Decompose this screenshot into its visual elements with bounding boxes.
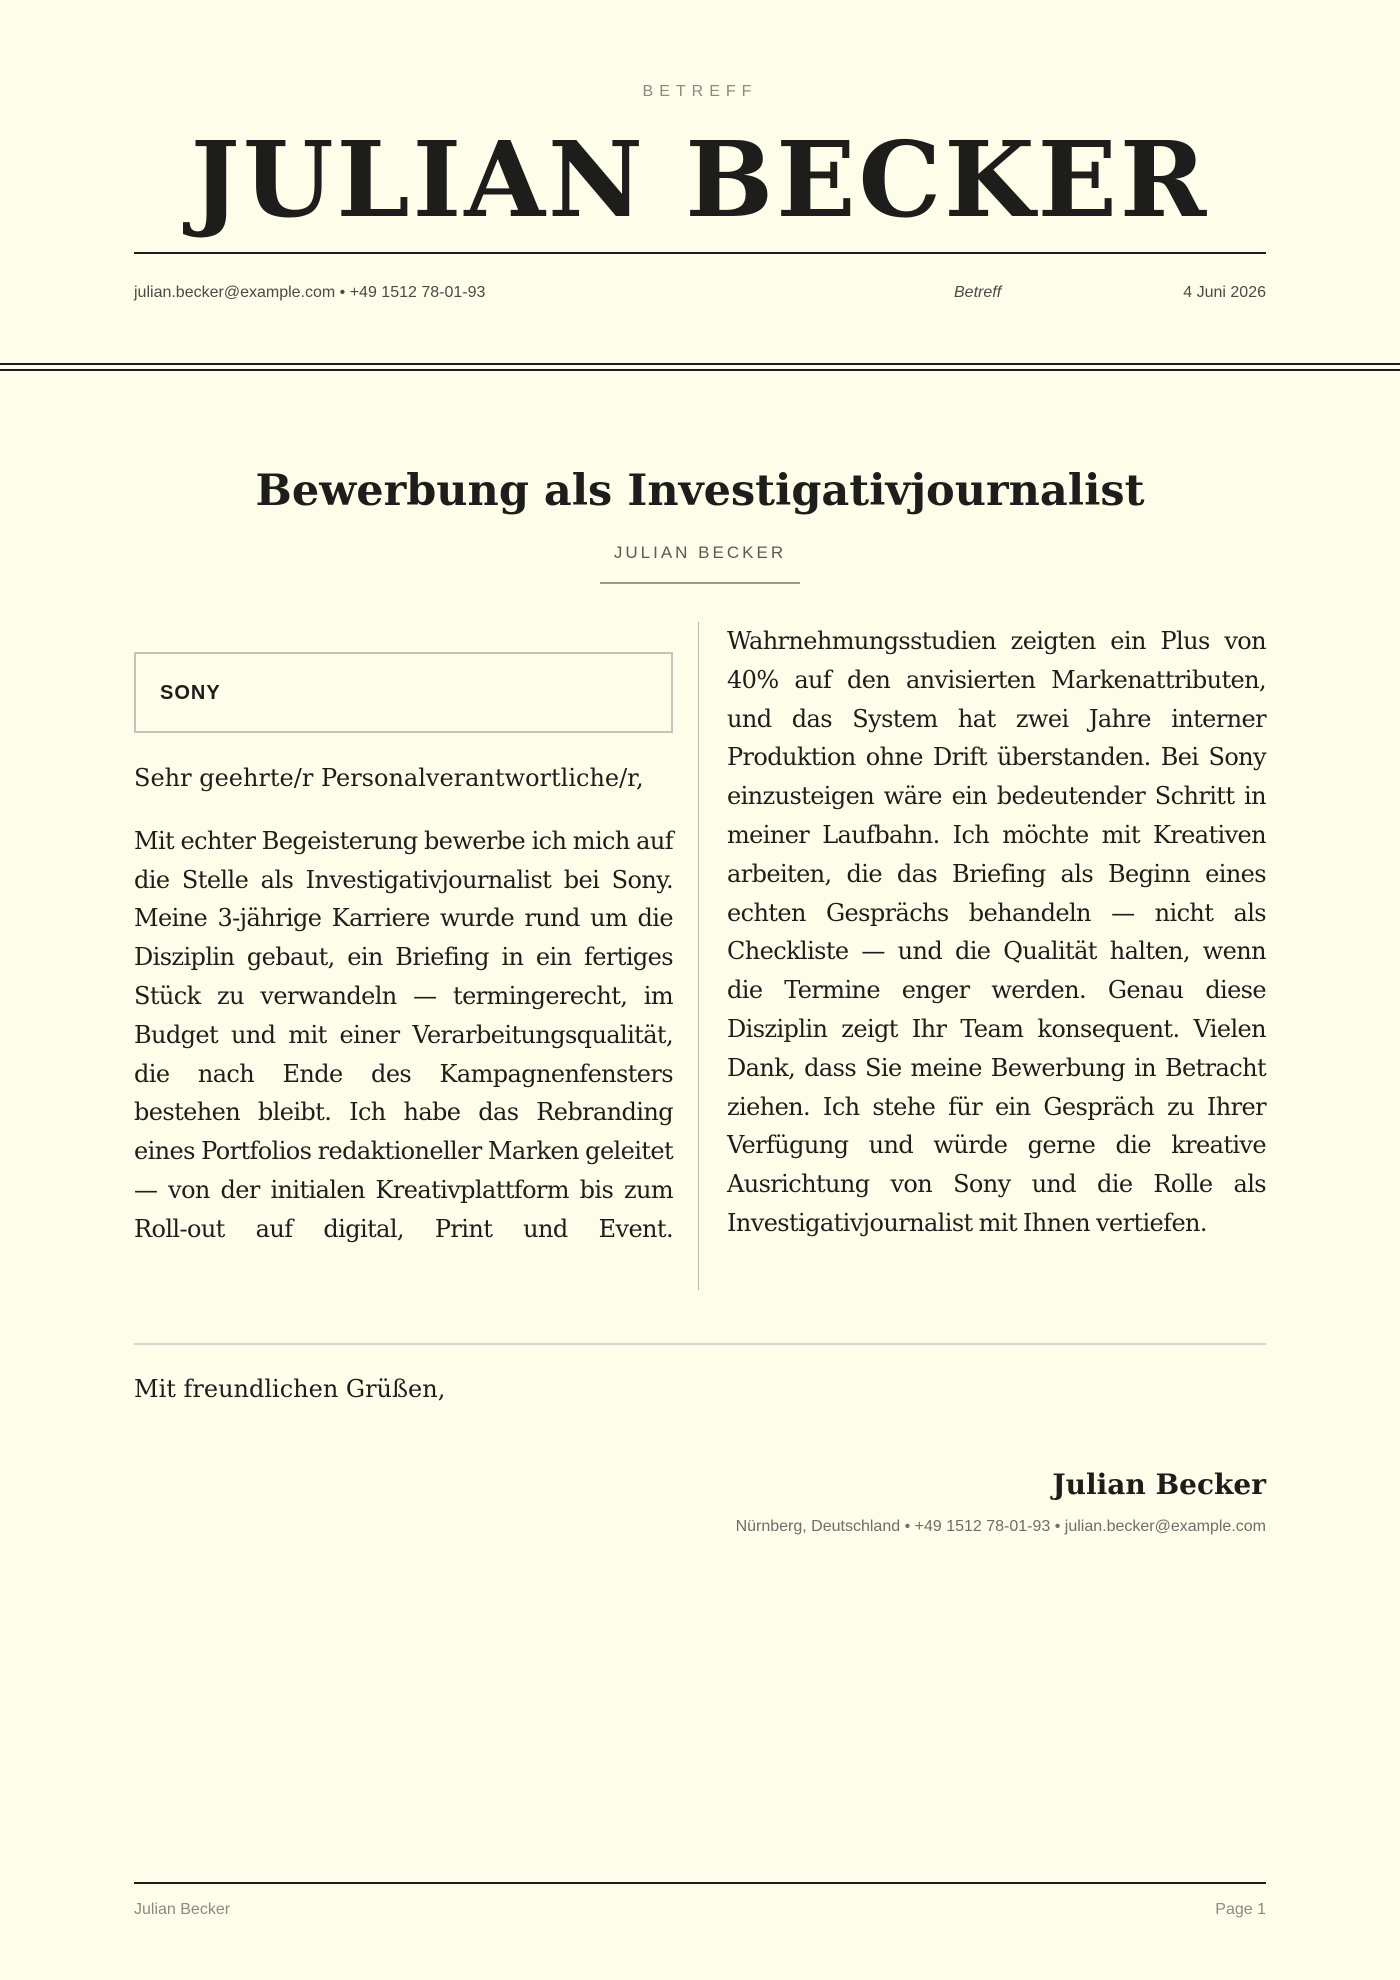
footer-name: Julian Becker (134, 1901, 231, 1918)
salutation: Sehr geehrte/r Personalverantwortliche/r, (134, 764, 644, 792)
header-date: 4 Juni 2026 (1183, 284, 1266, 301)
letter-body-right: Wahrnehmungsstudien zeigten ein Plus von 40% auf den anvisierten Markenattributen, und das System hat zwei Jahre interner Produktion ohne Drift überstanden. Bei Sony einzusteigen wäre ein bedeutender Schritt in meiner Laufbahn. Ich möchte mit Kreativen arbeiten, die das Briefing als Beginn eines echten Gesprächs behandeln — nicht als Checkliste — und die Qualität halten, wenn die Termine enger werden. Genau diese Disziplin zeigt Ihr Team konsequent. Vielen Dank, dass Sie meine Bewerbung in Betracht ziehen. Ich stehe für ein Gespräch zu Ihrer Verfügung und würde gerne die kreative Ausrichtung von Sony und die Rolle als Investigativjournalist mit Ihnen vertiefen. (727, 627, 1266, 1237)
subtitle-divider (600, 582, 800, 584)
header-kicker: BETREFF (642, 83, 758, 100)
letter-subtitle: JULIAN BECKER (613, 543, 787, 562)
footer-page-number: Page 1 (1215, 1901, 1266, 1918)
closing-divider (134, 1343, 1266, 1345)
header-contact: julian.becker@example.com • +49 1512 78-01-93 (134, 284, 486, 301)
footer-divider (134, 1882, 1266, 1884)
letter-column-right (727, 622, 1266, 1243)
letter-body-left: Mit echter Begeisterung bewerbe ich mich auf die Stelle als Investigativjournalist bei Sony. Meine 3-jährige Karriere wurde rund um die Disziplin gebaut, ein Briefing in ein fertiges Stück zu verwandeln — termingerecht, im Budget und mit einer Verarbeitungsqualität, die nach Ende des Kampagnenfensters bestehen bleibt. Ich habe das Rebranding eines Portfolios redaktioneller Marken geleitet — von der initialen Kreativplattform bis zum Roll-out auf digital, Print und Event. (134, 826, 673, 1243)
masthead-divider (134, 252, 1266, 254)
letter-title: Bewerbung als Investigativjournalist (255, 466, 1145, 516)
signature-name: Julian Becker (1052, 1468, 1266, 1501)
company-box (134, 652, 673, 733)
header-subject: Betreff (954, 284, 1002, 301)
header-meta-row (134, 284, 1266, 308)
letter-column-left (134, 652, 673, 1249)
company-name: SONY (160, 682, 221, 704)
column-divider (698, 622, 699, 1290)
closing-phrase: Mit freundlichen Grüßen, (134, 1375, 446, 1403)
header-double-rule-bottom (0, 369, 1400, 371)
signature-contact: Nürnberg, Deutschland • +49 1512 78-01-93 • julian.becker@example.com (735, 1518, 1266, 1535)
masthead-name: JULIAN BECKER (190, 118, 1210, 241)
header-double-rule-top (0, 363, 1400, 365)
